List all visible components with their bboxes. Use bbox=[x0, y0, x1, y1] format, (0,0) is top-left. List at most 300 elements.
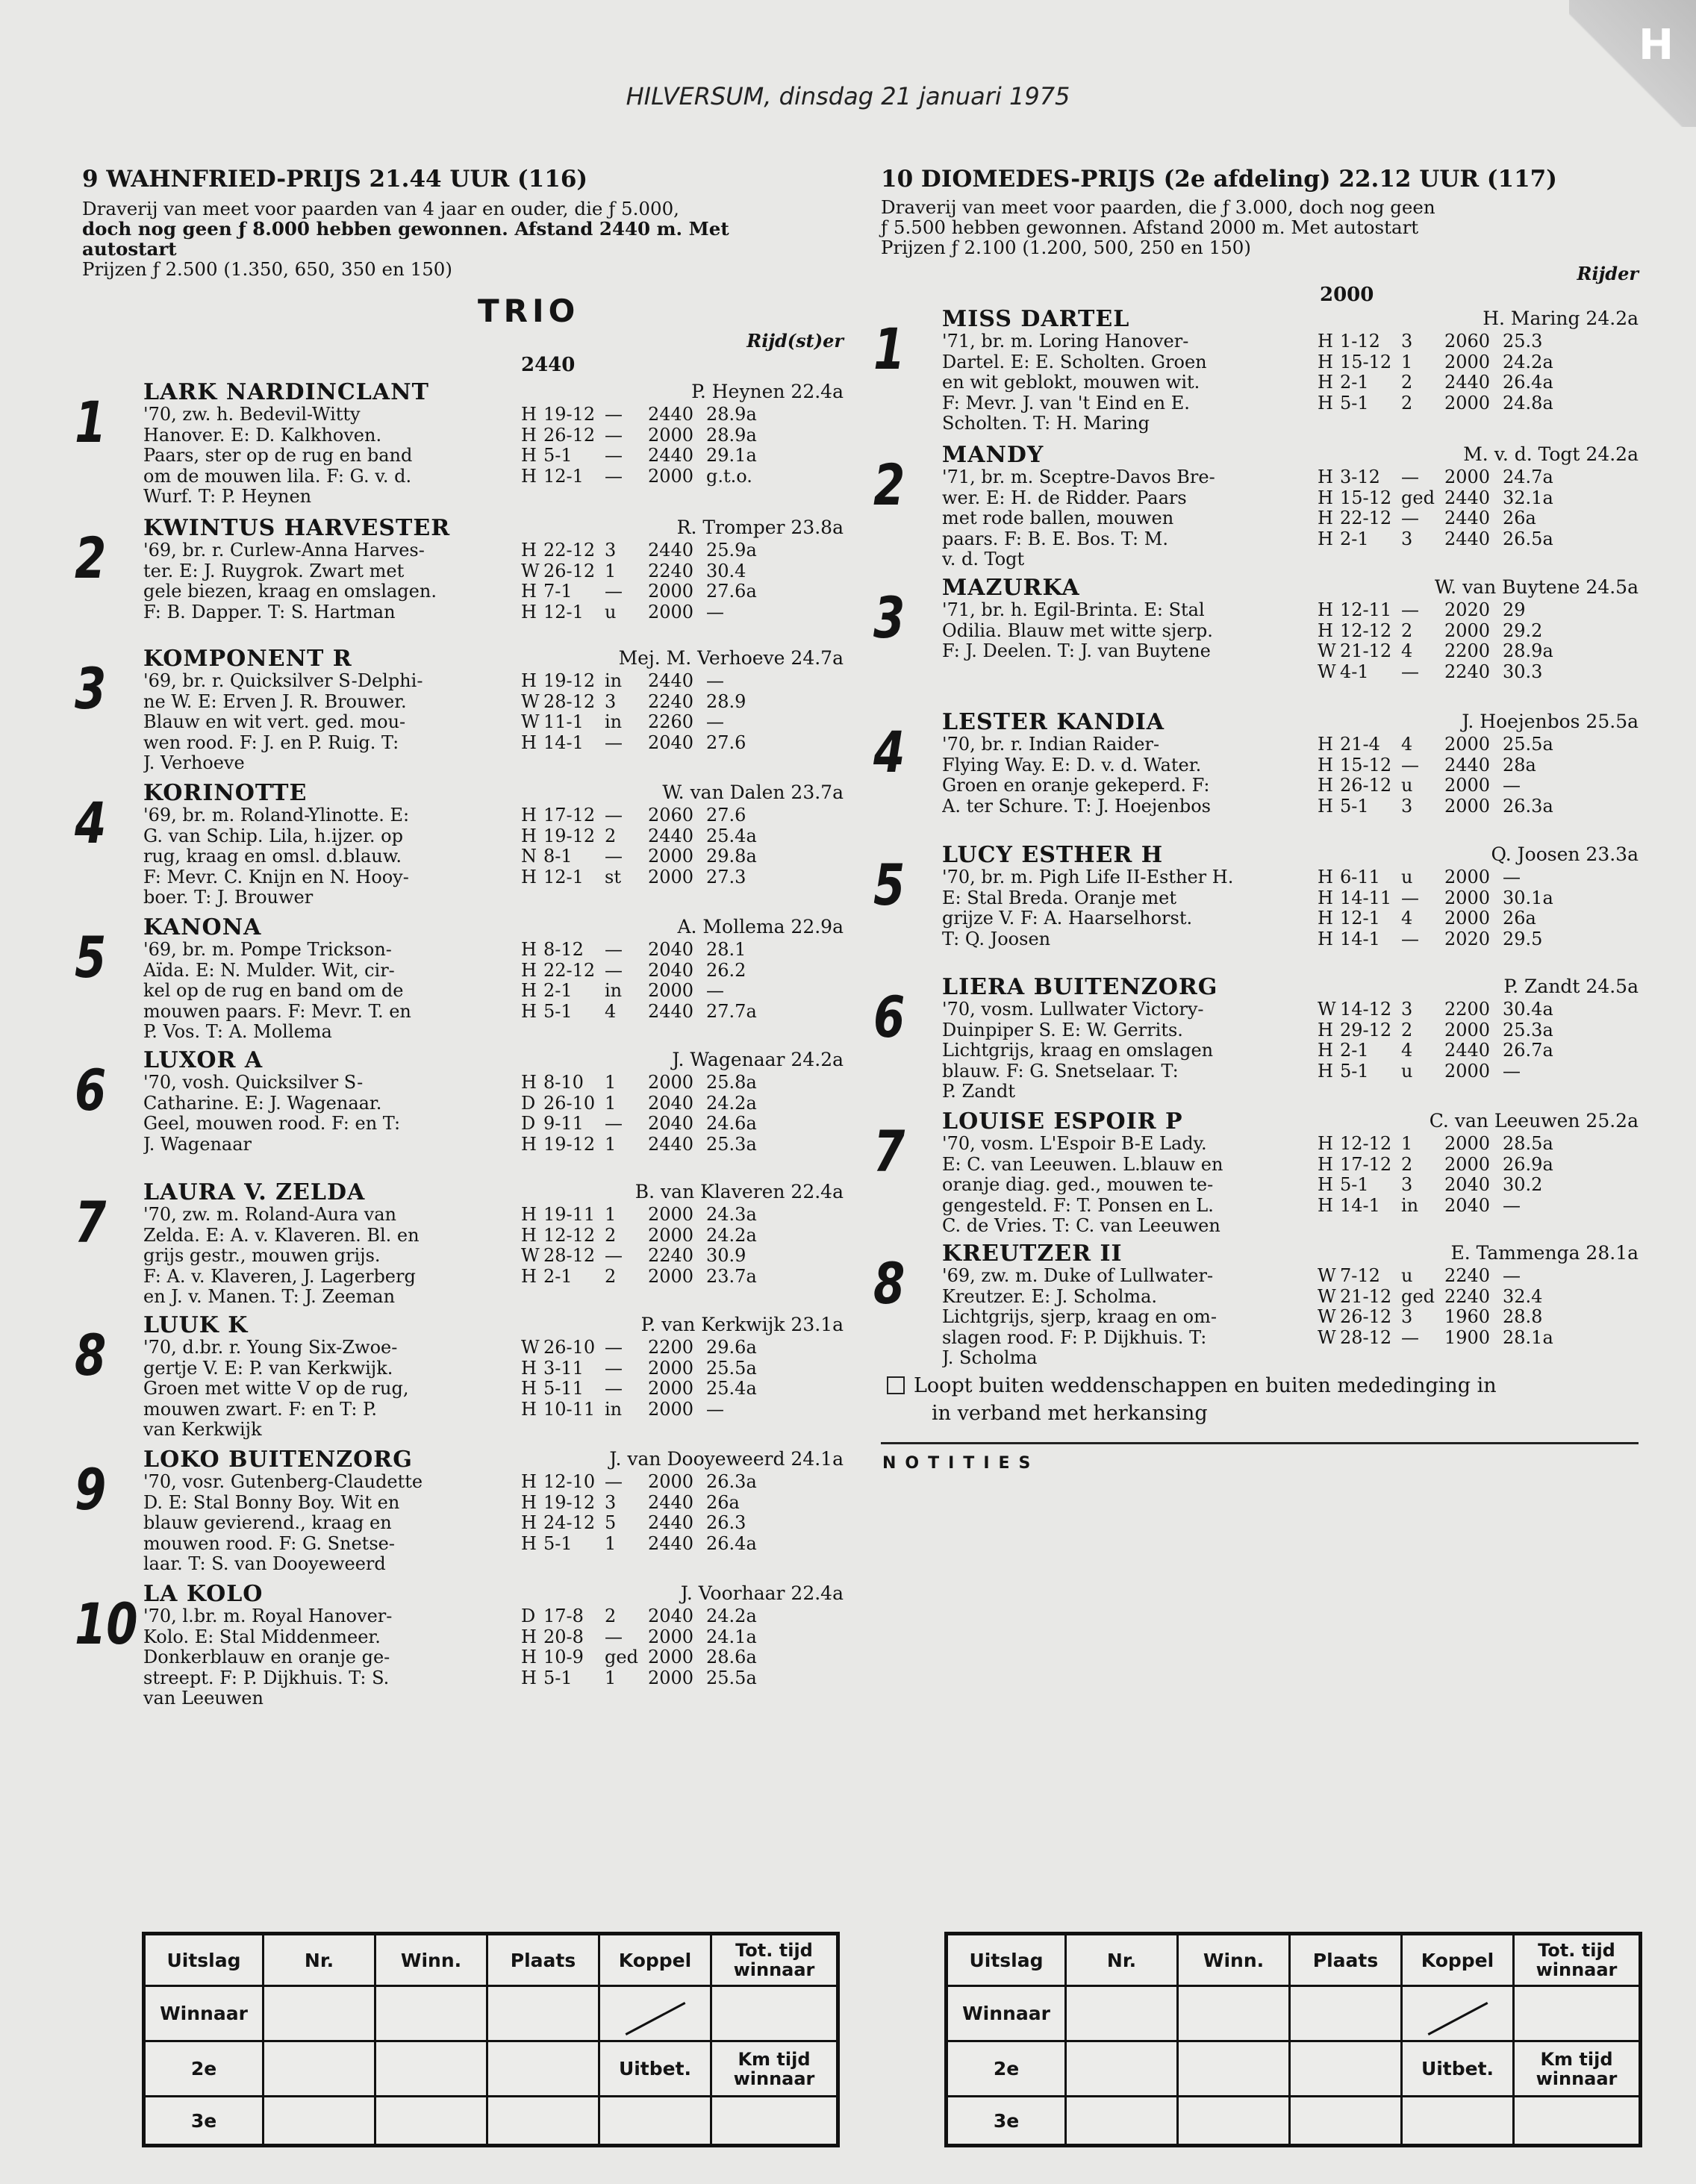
koppel-cell[interactable] bbox=[599, 1986, 711, 2041]
run-cell: 2440 bbox=[648, 1000, 694, 1022]
run-cell: H bbox=[1318, 620, 1333, 641]
horse-description bbox=[143, 1338, 517, 1441]
run-cell: 24.1a bbox=[706, 1626, 757, 1647]
recent-runs bbox=[1318, 1134, 1570, 1216]
run-cell: 2200 bbox=[1444, 999, 1491, 1020]
run-cell: — bbox=[605, 1626, 623, 1647]
run-cell: 2440 bbox=[648, 1512, 694, 1533]
entry-cell[interactable] bbox=[1178, 1986, 1290, 2041]
run-cell: 30.1a bbox=[1503, 887, 1553, 908]
entry-cell[interactable] bbox=[711, 1986, 838, 2041]
run-cell: H bbox=[1318, 372, 1333, 393]
horse-desc-line: ter. E: J. Ruygrok. Zwart met bbox=[143, 561, 405, 581]
run-cell: 2040 bbox=[1444, 1194, 1491, 1216]
horse-desc-line: '69, br. r. Curlew-Anna Harves- bbox=[143, 540, 425, 561]
run-row bbox=[521, 1606, 773, 1627]
run-cell: 29.6a bbox=[706, 1337, 757, 1358]
run-cell: 26a bbox=[706, 1491, 740, 1513]
run-cell: 2 bbox=[1401, 392, 1413, 414]
run-cell: 2000 bbox=[648, 1072, 694, 1093]
horse-number: 7 bbox=[75, 1189, 107, 1255]
run-cell: 28-12 bbox=[543, 690, 596, 712]
horse-desc-line: grijze V. F: A. Haarselhorst. bbox=[942, 908, 1193, 929]
run-cell: 5-1 bbox=[543, 1532, 573, 1554]
horse-name: LA KOLO bbox=[143, 1581, 264, 1607]
run-cell: H bbox=[1318, 1174, 1333, 1195]
run-cell: — bbox=[605, 939, 623, 960]
run-row bbox=[521, 826, 773, 847]
run-cell: H bbox=[521, 1204, 537, 1225]
recent-runs bbox=[521, 1338, 773, 1420]
run-cell: 2440 bbox=[1444, 508, 1491, 528]
run-cell: — bbox=[1401, 599, 1419, 620]
horse-number: 3 bbox=[873, 584, 905, 651]
run-cell: 24.2a bbox=[706, 1224, 757, 1246]
run-cell: 7-1 bbox=[543, 581, 573, 602]
run-cell: 3 bbox=[605, 1491, 617, 1513]
run-cell: 26-12 bbox=[543, 560, 596, 581]
run-cell: 12-10 bbox=[543, 1471, 596, 1492]
horse-number: 1 bbox=[75, 389, 107, 455]
run-cell: ged bbox=[1401, 1285, 1435, 1307]
run-cell: 3 bbox=[1401, 1306, 1413, 1327]
entry-cell[interactable] bbox=[711, 2097, 838, 2146]
entry-cell[interactable] bbox=[375, 1986, 487, 2041]
horse-number: 6 bbox=[75, 1057, 107, 1123]
run-cell: 14-1 bbox=[1340, 928, 1380, 949]
entry-cell[interactable] bbox=[1290, 2041, 1402, 2097]
run-cell: 29 bbox=[1503, 599, 1526, 620]
horse-desc-line: '70, vosr. Gutenberg-Claudette bbox=[143, 1472, 423, 1492]
horse-desc-line: F: A. v. Klaveren, J. Lagerberg bbox=[143, 1266, 416, 1287]
km-tijd-label: Km tijd winnaar bbox=[1514, 2041, 1641, 2097]
run-row bbox=[521, 1226, 773, 1247]
run-cell: 2000 bbox=[648, 866, 694, 887]
run-cell: 2440 bbox=[648, 1133, 694, 1155]
entry-cell[interactable] bbox=[1402, 2097, 1514, 2146]
horse-desc-line: en J. v. Manen. T: J. Zeeman bbox=[143, 1287, 396, 1307]
run-cell: — bbox=[605, 959, 623, 981]
run-cell: W bbox=[521, 560, 540, 581]
run-cell: 2000 bbox=[1444, 908, 1491, 929]
run-cell: 2440 bbox=[648, 445, 694, 466]
note-line: in verband met herkansing bbox=[932, 1402, 1208, 1425]
run-cell: 2440 bbox=[648, 1532, 694, 1554]
horse-desc-line: slagen rood. F: P. Dijkhuis. T: bbox=[942, 1327, 1207, 1348]
run-cell: — bbox=[605, 1357, 623, 1379]
run-cell: 5-11 bbox=[543, 1378, 584, 1399]
horse-desc-line: Dartel. E: E. Scholten. Groen bbox=[942, 352, 1207, 372]
entry-cell[interactable] bbox=[487, 2097, 599, 2146]
race-title: 9 WAHNFRIED-PRIJS 21.44 UUR (116) bbox=[82, 166, 588, 193]
run-cell: 28a bbox=[1503, 754, 1536, 776]
uitbet-label: Uitbet. bbox=[599, 2041, 711, 2097]
horse-desc-line: Kolo. E: Stal Middenmeer. bbox=[143, 1626, 381, 1647]
horse-desc-line: Geel, mouwen rood. F: en T: bbox=[143, 1114, 401, 1134]
run-cell: 26.3a bbox=[1503, 795, 1553, 817]
run-cell: H bbox=[1318, 1060, 1333, 1082]
run-row bbox=[1318, 393, 1570, 414]
run-cell: — bbox=[1503, 1265, 1521, 1286]
run-cell: 2440 bbox=[1444, 528, 1491, 549]
run-cell: 24.2a bbox=[706, 1092, 757, 1114]
run-cell: 26a bbox=[1503, 508, 1536, 528]
run-cell: 4 bbox=[1401, 640, 1413, 661]
run-row bbox=[1318, 796, 1570, 817]
run-cell: H bbox=[521, 1224, 537, 1246]
run-cell: 25.3a bbox=[706, 1133, 757, 1155]
horse-description bbox=[143, 540, 517, 623]
run-cell: H bbox=[521, 1133, 537, 1155]
entry-cell[interactable] bbox=[1514, 2097, 1641, 2146]
recent-runs bbox=[521, 1472, 773, 1554]
horse-desc-line: F: Mevr. J. van 't Eind en E. bbox=[942, 393, 1190, 414]
run-cell: 26-12 bbox=[543, 424, 596, 446]
horse-desc-line: grijs gestr., mouwen grijs. bbox=[143, 1246, 381, 1266]
horse-desc-line: G. van Schip. Lila, h.ijzer. op bbox=[143, 826, 403, 846]
run-cell: 5-1 bbox=[1340, 1174, 1369, 1195]
horse-desc-line: '70, vosh. Quicksilver S- bbox=[143, 1073, 364, 1093]
run-row bbox=[1318, 1155, 1570, 1176]
horse-desc-line: gengesteld. F: T. Ponsen en L. bbox=[942, 1195, 1214, 1216]
race-desc-line: Draverij van meet voor paarden, die ƒ 3.000, doch nog geen bbox=[881, 196, 1435, 218]
note-line: Loopt buiten weddenschappen en buiten mededinging in bbox=[914, 1374, 1497, 1397]
horse-desc-line: mouwen paars. F: Mevr. T. en bbox=[143, 1001, 411, 1022]
run-row bbox=[521, 940, 773, 961]
run-cell: H bbox=[1318, 754, 1333, 776]
run-cell: — bbox=[605, 1337, 623, 1358]
run-cell: 27.6a bbox=[706, 581, 757, 602]
entry-cell[interactable] bbox=[1290, 2097, 1402, 2146]
run-cell: H bbox=[521, 731, 537, 753]
run-cell: — bbox=[1401, 928, 1419, 949]
run-cell: 2000 bbox=[1444, 392, 1491, 414]
run-cell: 21-12 bbox=[1340, 1285, 1392, 1307]
row-winnaar: Winnaar bbox=[947, 1986, 1066, 2041]
horse-desc-line: en wit geblokt, mouwen wit. bbox=[942, 372, 1200, 393]
run-row bbox=[521, 1534, 773, 1555]
run-cell: H bbox=[1318, 599, 1333, 620]
run-row bbox=[1318, 1134, 1570, 1155]
run-cell: 1 bbox=[1401, 351, 1413, 372]
run-cell: 30.4a bbox=[1503, 999, 1553, 1020]
horse-number: 8 bbox=[75, 1322, 107, 1388]
run-cell: W bbox=[521, 1337, 540, 1358]
horse-desc-line: '71, br. m. Sceptre-Davos Bre- bbox=[942, 467, 1215, 487]
run-cell: 4-1 bbox=[1340, 661, 1369, 682]
run-cell: 3-11 bbox=[543, 1357, 584, 1379]
run-cell: 2000 bbox=[1444, 775, 1491, 796]
horse-description bbox=[942, 467, 1315, 570]
run-cell: 12-1 bbox=[543, 866, 584, 887]
run-cell: — bbox=[1401, 508, 1419, 528]
run-cell: W bbox=[1318, 999, 1336, 1020]
run-cell: 3 bbox=[1401, 331, 1413, 352]
horse-number: 8 bbox=[873, 1250, 905, 1317]
recent-runs bbox=[1318, 600, 1570, 682]
run-cell: 26-10 bbox=[543, 1092, 596, 1114]
run-cell: 26-12 bbox=[1340, 1306, 1392, 1327]
run-cell: 21-12 bbox=[1340, 640, 1392, 661]
race-desc-line: doch nog geen ƒ 8.000 hebben gewonnen. Afstand 2440 m. Met bbox=[82, 218, 729, 240]
run-cell: 28-12 bbox=[543, 1245, 596, 1266]
run-cell: 22-12 bbox=[1340, 508, 1392, 528]
entry-cell[interactable] bbox=[1178, 2041, 1290, 2097]
slash-mark bbox=[1427, 2002, 1488, 2035]
koppel-cell[interactable] bbox=[1402, 1986, 1514, 2041]
run-cell: 2000 bbox=[648, 424, 694, 446]
entry-cell[interactable] bbox=[1290, 1986, 1402, 2041]
horse-number: 4 bbox=[75, 790, 107, 856]
run-cell: st bbox=[605, 866, 621, 887]
recent-runs bbox=[1318, 999, 1570, 1082]
checkbox-icon bbox=[887, 1376, 905, 1394]
entry-cell[interactable] bbox=[375, 2041, 487, 2097]
run-cell: H bbox=[521, 1647, 537, 1667]
run-row bbox=[521, 1267, 773, 1288]
run-cell: 2000 bbox=[1444, 467, 1491, 487]
entry-cell[interactable] bbox=[264, 1986, 375, 2041]
horse-description bbox=[942, 1134, 1315, 1237]
run-cell: 2040 bbox=[648, 1113, 694, 1134]
run-cell: 12-12 bbox=[1340, 620, 1392, 641]
horse-desc-line: gele biezen, kraag en omslagen. bbox=[143, 581, 437, 602]
run-cell: 2200 bbox=[648, 1337, 694, 1358]
run-cell: 27.7a bbox=[706, 1000, 757, 1022]
horse-desc-line: Zelda. E: A. v. Klaveren. Bl. en bbox=[143, 1225, 420, 1246]
col-plaats: Plaats bbox=[1290, 1934, 1402, 1986]
entry-cell[interactable] bbox=[375, 2097, 487, 2146]
horse-desc-line: Lichtgrijs, kraag en omslagen bbox=[942, 1040, 1214, 1061]
run-cell: 2240 bbox=[648, 1245, 694, 1266]
run-cell: D bbox=[521, 1113, 536, 1134]
run-cell: H bbox=[1318, 775, 1333, 796]
horse-name: MISS DARTEL bbox=[942, 306, 1130, 332]
run-cell: u bbox=[1401, 1060, 1413, 1082]
run-row bbox=[521, 1135, 773, 1155]
horse-description bbox=[143, 1073, 517, 1155]
horse-desc-line: '70, br. r. Indian Raider- bbox=[942, 734, 1160, 755]
run-cell: 2020 bbox=[1444, 599, 1491, 620]
run-cell: — bbox=[605, 731, 623, 753]
run-row bbox=[521, 1002, 773, 1023]
run-row bbox=[521, 1513, 773, 1534]
horse-driver: J. Wagenaar 24.2a bbox=[672, 1049, 844, 1070]
horse-desc-line: E: Stal Breda. Oranje met bbox=[942, 887, 1176, 908]
horse-driver: E. Tammenga 28.1a bbox=[1450, 1242, 1639, 1264]
horse-driver: A. Mollema 22.9a bbox=[677, 916, 844, 937]
horse-desc-line: Catharine. E: J. Wagenaar. bbox=[143, 1093, 382, 1114]
col-koppel: Koppel bbox=[599, 1934, 711, 1986]
horse-desc-line: Lichtgrijs, sjerp, kraag en om- bbox=[942, 1307, 1217, 1327]
run-cell: H bbox=[521, 465, 537, 487]
horse-desc-line: boer. T: J. Brouwer bbox=[143, 887, 314, 908]
col-uitslag: Uitslag bbox=[144, 1934, 264, 1986]
run-cell: H bbox=[521, 670, 537, 691]
run-cell: 2000 bbox=[648, 1378, 694, 1399]
run-cell: N bbox=[521, 846, 537, 867]
run-cell: 7-12 bbox=[1340, 1265, 1380, 1286]
run-cell: — bbox=[605, 1113, 623, 1134]
horse-name: LIERA BUITENZORG bbox=[942, 974, 1218, 1000]
entry-cell[interactable] bbox=[599, 2097, 711, 2146]
run-cell: 2 bbox=[1401, 1019, 1413, 1040]
horse-driver: H. Maring 24.2a bbox=[1483, 308, 1639, 329]
run-cell: 15-12 bbox=[1340, 351, 1392, 372]
run-cell: 6-11 bbox=[1340, 867, 1380, 887]
horse-desc-line: F: B. Dapper. T: S. Hartman bbox=[143, 602, 396, 623]
run-cell: 3-12 bbox=[1340, 467, 1380, 487]
run-cell: 26.4a bbox=[706, 1532, 757, 1554]
horse-desc-line: J. Verhoeve bbox=[143, 753, 245, 773]
horse-driver: P. Zandt 24.5a bbox=[1503, 976, 1639, 997]
km-tijd-label: Km tijd winnaar bbox=[711, 2041, 838, 2097]
run-cell: g.t.o. bbox=[706, 465, 752, 487]
run-cell: — bbox=[1503, 867, 1521, 887]
horse-driver: P. Heynen 22.4a bbox=[691, 381, 844, 402]
run-cell: 2000 bbox=[648, 1398, 694, 1420]
run-cell: 2040 bbox=[1444, 1174, 1491, 1195]
run-row bbox=[1318, 1266, 1570, 1287]
run-cell: 26.4a bbox=[1503, 372, 1553, 393]
entry-cell[interactable] bbox=[264, 2041, 375, 2097]
recent-runs bbox=[521, 940, 773, 1022]
run-cell: 19-12 bbox=[543, 825, 596, 846]
run-cell: 26.7a bbox=[1503, 1040, 1553, 1061]
run-cell: 2000 bbox=[1444, 351, 1491, 372]
result-table-left bbox=[142, 1932, 840, 2147]
run-row bbox=[1318, 1175, 1570, 1196]
run-cell: 3 bbox=[605, 690, 617, 712]
race-desc-line: autostart bbox=[82, 238, 177, 260]
run-cell: 15-12 bbox=[1340, 754, 1392, 776]
run-cell: H bbox=[1318, 528, 1333, 549]
run-cell: ged bbox=[605, 1647, 638, 1667]
run-row bbox=[521, 446, 773, 467]
run-cell: 2000 bbox=[1444, 795, 1491, 817]
horse-description bbox=[143, 1606, 517, 1709]
run-cell: H bbox=[521, 1398, 537, 1420]
run-cell: 2000 bbox=[1444, 1060, 1491, 1082]
run-cell: 25.4a bbox=[706, 1378, 757, 1399]
horse-description bbox=[942, 600, 1315, 662]
rijder-header: Rijder bbox=[1577, 263, 1639, 284]
run-cell: 24.2a bbox=[1503, 351, 1553, 372]
run-cell: 1 bbox=[605, 1092, 617, 1114]
horse-desc-line: A. ter Schure. T: J. Hoejenbos bbox=[942, 796, 1211, 817]
run-cell: 22-12 bbox=[543, 540, 596, 561]
entry-cell[interactable] bbox=[1066, 2097, 1178, 2146]
horse-driver: Mej. M. Verhoeve 24.7a bbox=[618, 647, 844, 669]
row-winnaar: Winnaar bbox=[144, 1986, 264, 2041]
entry-cell[interactable] bbox=[264, 2097, 375, 2146]
horse-description bbox=[143, 405, 517, 508]
recent-runs bbox=[521, 671, 773, 753]
run-cell: 29.2 bbox=[1503, 620, 1543, 641]
run-cell: 2 bbox=[605, 1265, 617, 1287]
horse-desc-line: '70, zw. h. Bedevil-Witty bbox=[143, 405, 361, 425]
horse-driver: R. Tromper 23.8a bbox=[676, 517, 844, 538]
horse-desc-line: Groen en oranje gekeperd. F: bbox=[942, 776, 1210, 796]
run-cell: 30.3 bbox=[1503, 661, 1543, 682]
run-cell: 26-12 bbox=[1340, 775, 1392, 796]
horse-name: LUCY ESTHER H bbox=[942, 842, 1164, 868]
entry-cell[interactable] bbox=[487, 1986, 599, 2041]
horse-desc-line: Paars, ster op de rug en band bbox=[143, 446, 413, 466]
horse-desc-line: T: Q. Joosen bbox=[942, 929, 1051, 949]
run-row bbox=[521, 1073, 773, 1093]
run-row bbox=[1318, 999, 1570, 1020]
run-cell: 28.9a bbox=[1503, 640, 1553, 661]
run-cell: 25.3 bbox=[1503, 331, 1543, 352]
recent-runs bbox=[521, 1606, 773, 1688]
run-cell: 2040 bbox=[648, 731, 694, 753]
run-row bbox=[1318, 888, 1570, 909]
horse-name: KWINTUS HARVESTER bbox=[143, 515, 451, 541]
run-cell: in bbox=[605, 980, 623, 1001]
run-cell: — bbox=[706, 711, 724, 732]
horse-description bbox=[143, 1472, 517, 1575]
horse-desc-line: van Leeuwen bbox=[143, 1688, 264, 1709]
horse-number: 10 bbox=[75, 1591, 138, 1657]
run-cell: — bbox=[605, 1245, 623, 1266]
entry-cell[interactable] bbox=[487, 2041, 599, 2097]
run-cell: 24.7a bbox=[1503, 467, 1553, 487]
entry-cell[interactable] bbox=[1066, 2041, 1178, 2097]
run-cell: 28.1 bbox=[706, 939, 746, 960]
horse-driver: P. van Kerkwijk 23.1a bbox=[640, 1314, 844, 1335]
run-cell: H bbox=[521, 866, 537, 887]
horse-desc-line: Blauw en wit vert. ged. mou- bbox=[143, 712, 406, 732]
run-cell: 17-12 bbox=[1340, 1153, 1392, 1175]
run-cell: — bbox=[706, 670, 724, 691]
run-row bbox=[1318, 929, 1570, 950]
run-cell: 2040 bbox=[648, 939, 694, 960]
horse-desc-line: '70, vosm. L'Espoir B-E Lady. bbox=[942, 1134, 1207, 1154]
run-cell: 24.6a bbox=[706, 1113, 757, 1134]
run-cell: 3 bbox=[1401, 795, 1413, 817]
run-cell: 29.5 bbox=[1503, 928, 1543, 949]
run-cell: 2040 bbox=[648, 959, 694, 981]
run-row bbox=[521, 1114, 773, 1135]
horse-desc-line: mouwen zwart. F: en T: P. bbox=[143, 1399, 377, 1420]
run-cell: 2-1 bbox=[543, 980, 573, 1001]
run-cell: W bbox=[1318, 1265, 1336, 1286]
run-cell: 2000 bbox=[1444, 1153, 1491, 1175]
recent-runs bbox=[1318, 734, 1570, 817]
horse-desc-line: F: Mevr. C. Knijn en N. Hooy- bbox=[143, 867, 409, 887]
horse-desc-line: paars. F: B. E. Bos. T: M. bbox=[942, 528, 1168, 549]
run-cell: H bbox=[521, 1000, 537, 1022]
entry-cell[interactable] bbox=[1066, 1986, 1178, 2041]
run-cell: W bbox=[1318, 1306, 1336, 1327]
run-row bbox=[521, 1627, 773, 1648]
run-cell: 2000 bbox=[648, 1667, 694, 1688]
run-row bbox=[521, 540, 773, 561]
run-cell: H bbox=[521, 1265, 537, 1287]
recent-runs bbox=[1318, 867, 1570, 949]
entry-cell[interactable] bbox=[1178, 2097, 1290, 2146]
horse-description bbox=[143, 940, 517, 1043]
run-cell: H bbox=[521, 1532, 537, 1554]
horse-description bbox=[143, 1205, 517, 1308]
run-cell: 12-11 bbox=[1340, 599, 1392, 620]
horse-desc-line: C. de Vries. T: C. van Leeuwen bbox=[942, 1216, 1220, 1236]
run-row bbox=[521, 1493, 773, 1514]
horse-description bbox=[942, 331, 1315, 434]
run-cell: 9-11 bbox=[543, 1113, 584, 1134]
entry-cell[interactable] bbox=[1514, 1986, 1641, 2041]
